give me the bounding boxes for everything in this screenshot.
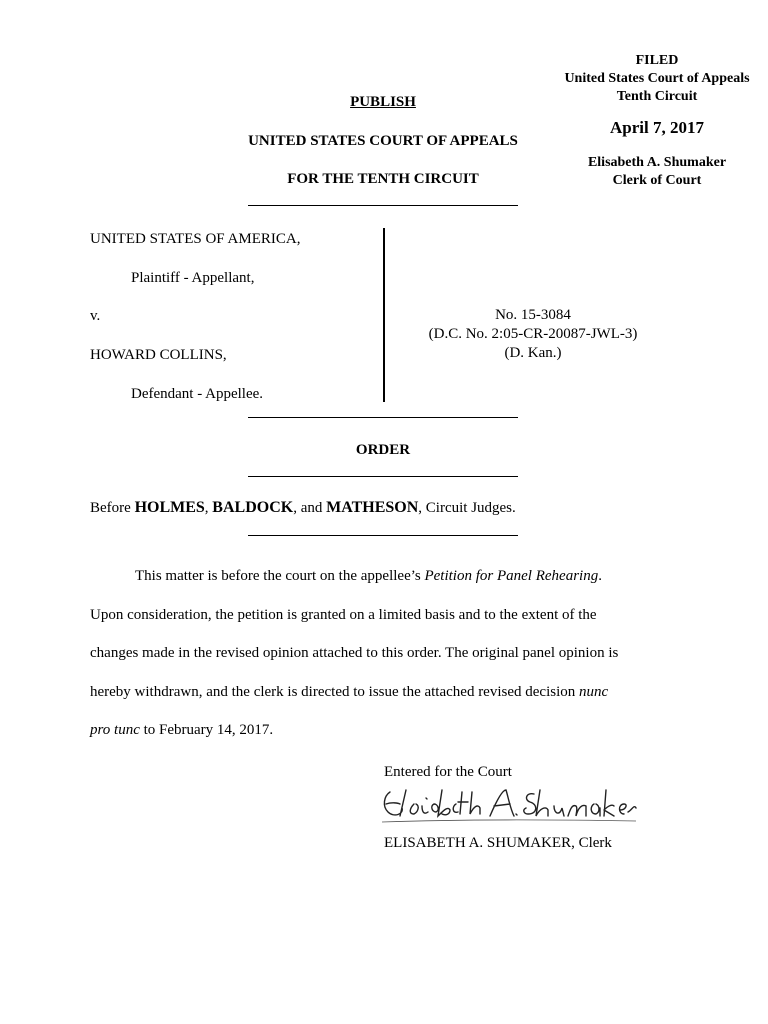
body-text: to February 14, 2017.: [139, 722, 274, 738]
circuit-name: FOR THE TENTH CIRCUIT: [287, 171, 479, 187]
body-text: This matter is before the court on the appellee’s: [135, 568, 425, 584]
body-line-5: [90, 711, 680, 750]
judges-divider: [248, 535, 518, 536]
filed-circuit: Tenth Circuit: [616, 89, 698, 104]
clerk-signature-line: ELISABETH A. SHUMAKER, Clerk: [384, 835, 612, 851]
body-line-1: [90, 557, 680, 596]
body-text: .: [598, 568, 602, 584]
district-case-number: (D.C. No. 2:05-CR-20087-JWL-3): [428, 326, 638, 342]
body-line-2: Upon consideration, the petition is granted on a limited basis and to the extent of the: [90, 606, 597, 623]
plaintiff-role: Plaintiff - Appellant,: [131, 270, 255, 286]
case-numbers: [400, 306, 666, 363]
filed-date: April 7, 2017: [610, 118, 704, 137]
district-court: (D. Kan.): [504, 345, 562, 361]
body-line-3: changes made in the revised opinion attached to this order. The original panel opinion is: [90, 645, 619, 661]
body-line-4: [90, 673, 680, 712]
order-body: [90, 557, 680, 750]
clerk-signature: [378, 782, 640, 828]
versus: v.: [90, 308, 101, 324]
caption-divider: [248, 417, 518, 418]
body-text: hereby withdrawn, and the clerk is directed to issue the attached revised decision: [90, 683, 579, 700]
latin-phrase: pro tunc: [90, 722, 140, 738]
judge-separator: ,: [204, 500, 213, 516]
judge-matheson: MATHESON: [326, 499, 419, 516]
case-number: No. 15-3084: [495, 307, 571, 323]
entered-for-court: Entered for the Court: [384, 764, 512, 780]
filed-court: United States Court of Appeals: [564, 71, 750, 86]
petition-title: Petition for Panel Rehearing: [424, 568, 599, 584]
caption-vertical-rule: [383, 228, 385, 402]
panel-judges: [90, 499, 516, 517]
publish-heading: PUBLISH: [350, 94, 416, 110]
plaintiff-name: UNITED STATES OF AMERICA,: [90, 231, 301, 247]
defendant-role: Defendant - Appellee.: [131, 386, 264, 402]
latin-phrase: nunc: [579, 683, 609, 700]
filed-clerk-name: Elisabeth A. Shumaker: [587, 155, 727, 170]
judge-holmes: HOLMES: [134, 499, 205, 516]
filed-stamp: [552, 52, 762, 190]
order-title: ORDER: [355, 442, 411, 458]
order-divider: [248, 476, 518, 477]
filed-clerk-title: Clerk of Court: [612, 173, 702, 188]
header-divider: [248, 205, 518, 206]
judge-separator-and: , and: [293, 500, 327, 516]
judge-baldock: BALDOCK: [212, 499, 294, 516]
filed-label: FILED: [635, 53, 679, 68]
before-prefix: Before: [90, 500, 135, 516]
before-suffix: , Circuit Judges.: [418, 500, 516, 516]
court-name: UNITED STATES COURT OF APPEALS: [248, 133, 518, 149]
defendant-name: HOWARD COLLINS,: [90, 347, 227, 363]
